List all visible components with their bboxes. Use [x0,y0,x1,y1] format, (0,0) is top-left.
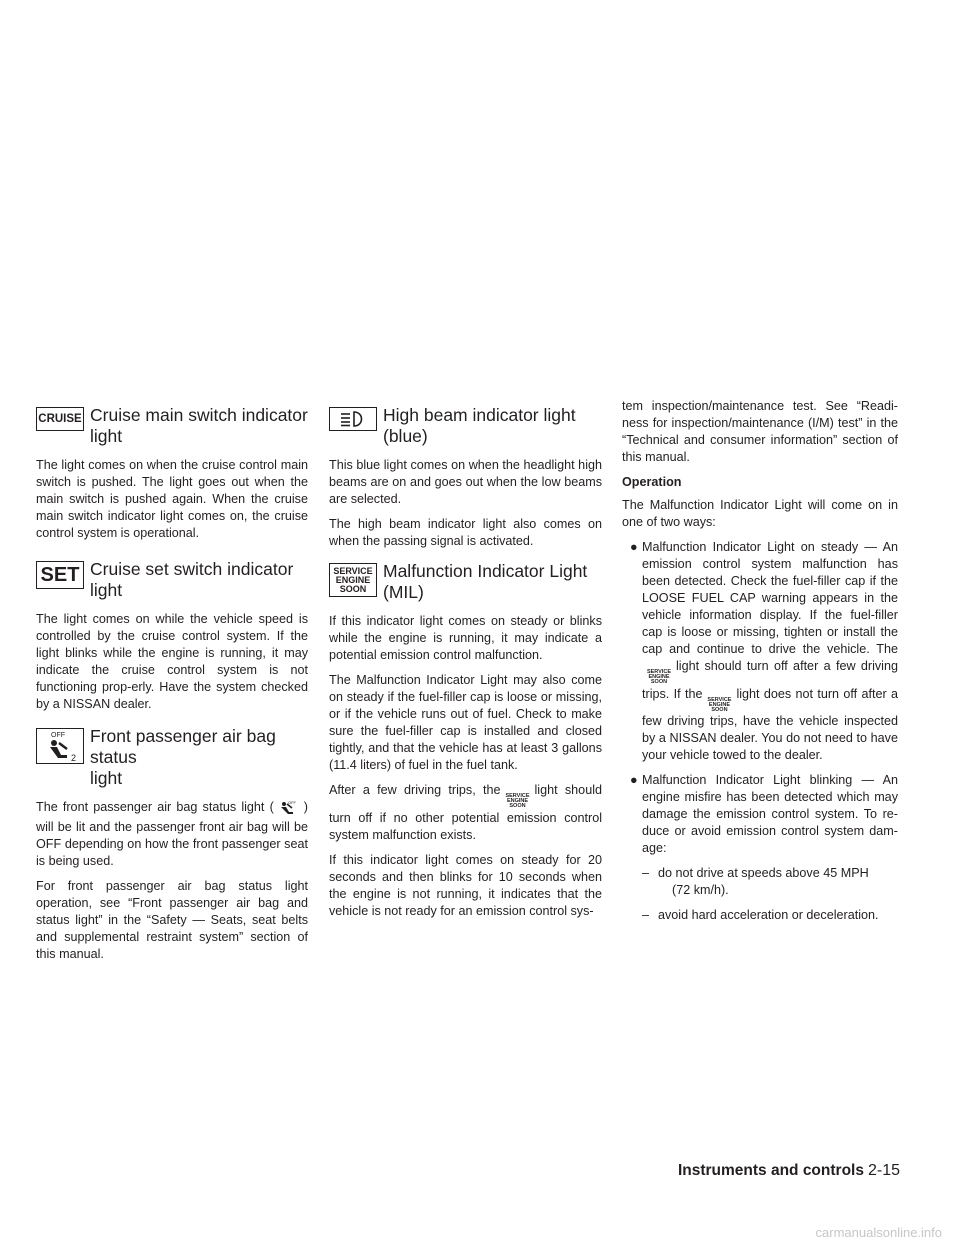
cruise-main-title: Cruise main switch indicator [90,405,308,425]
mil-heading: SERVICE ENGINE SOON Malfunction Indicator Light (MIL) [329,558,602,603]
airbag-title: Front passenger air bag status [90,726,276,767]
set-icon: SET [36,561,84,589]
cruise-main-body: The light comes on when the cruise control main switch is pushed. The light goes out when the main switch is pushed again. When the cruise main switch indicator light comes on, the cruise control system is operational. [36,458,308,540]
column-2 [329,402,602,928]
service-engine-soon-inline-icon: SERVICE ENGINE SOON [505,793,530,810]
mil-body-4: If this indicator light comes on steady for 20 seconds and then blinks for 10 seconds when the engine is not running, it indicates that the vehicle is not ready for an emission control sys- [329,852,602,918]
airbag-body-2: For front passenger air bag status light operation, see “Front passenger air bag and status light” in the “Safety — Seats, seat belts and supplemental restraint system” section of this manual. [36,879,308,961]
airbag-status-icon [36,728,84,768]
high-beam-title: High beam indicator light [383,405,576,425]
service-engine-soon-icon: SERVICE ENGINE SOON [329,563,377,597]
list-item: ● Malfunction Indicator Light on steady — An emission control system malfunction has been detected. Check the fuel-filler cap if the LOOSE FUEL CAP warning appears in the vehicle information display. If the fuel-filler cap is loose or missing, tighten or install the cap and continue to drive the vehicle. The SERVICE ENGINE SOON light should turn off after a few driving trips. If the SERVICE ENGINE SOON light does not turn off after a few driving trips, have the vehicle inspected by a NISSAN dealer. You do not need to have your vehicle towed to the dealer. [630,540,899,763]
section-title: Instruments and controls [677,1162,864,1179]
cruise-main-heading: CRUISE Cruise main switch indicator light [36,402,308,447]
high-beam-heading: High beam indicator light (blue) [329,402,602,447]
high-beam-body-1: This blue light comes on when the headlight high beams are on and goes out when the low beams are selected. [329,458,602,506]
operation-intro: The Malfunction Indicator Light will come on in one of two ways: [622,498,898,529]
list-item: – avoid hard acceleration or deceleration. [642,908,879,923]
column-3 [622,398,898,932]
mil-body-2: The Malfunction Indicator Light may also come on steady if the fuel-filler cap is loose or missing, or if the vehicle runs out of fuel. Check to make sure the fuel-filler cap is installed and closed tightly, and that the vehicle has at least 3 gallons (11.4 liters) of fuel in the fuel tank. [329,673,602,772]
svg-text:2: 2 [71,753,77,763]
svg-text:OFF: OFF [51,732,65,739]
cruise-set-body: The light comes on while the vehicle speed is controlled by the cruise control system. If the light blinks while the engine is running, it may indicate the cruise control system is not functioning prop-erly. Have the system checked by a NISSAN dealer. [36,612,308,711]
page-footer [650,1161,900,1181]
mil-continuation: tem inspection/maintenance test. See “Readi-ness for inspection/maintenance (I/M) test” in the “Technical and consumer information” section of this manual. [622,399,898,464]
operation-heading: Operation [622,475,682,489]
high-beam-body-2: The high beam indicator light also comes on when the passing signal is activated. [329,517,602,548]
cruise-set-heading: SET Cruise set switch indicator light [36,556,308,601]
cruise-set-title: Cruise set switch indicator [90,559,294,579]
service-engine-soon-inline-icon: SERVICE ENGINE SOON [646,669,672,686]
mil-title: Malfunction Indicator Light [383,561,588,581]
svg-text:OFF: OFF [287,800,296,805]
list-item: – do not drive at speeds above 45 MPH (72 km/h). [642,866,869,898]
high-beam-icon [329,407,377,431]
column-1 [36,402,308,971]
list-item: ● Malfunction Indicator Light blinking — An engine misfire has been detected which may damage the emission control system. To re-duce or avoid emission control system dam-age: [630,773,898,856]
watermark: carmanualsonline.info [815,1225,942,1240]
cruise-icon: CRUISE [36,407,84,431]
mil-body-1: If this indicator light comes on steady or blinks while the engine is running, it may indicate a potential emission control malfunction. [329,614,602,662]
airbag-body-1: The front passenger air bag status light ( OFF ) will be lit and the passenger front air bag will be OFF depending on how the front passenger seat is being used. [36,800,308,868]
airbag-heading: OFF 2 Front passenger air bag status light [36,723,308,789]
page-number: 2-15 [867,1162,900,1179]
service-engine-soon-inline-icon: SERVICE ENGINE SOON [707,696,732,714]
mil-body-3: After a few driving trips, the SERVICE ENGINE SOON light should turn off if no other potential emission control system malfunction exists. [329,783,602,842]
airbag-inline-icon [278,799,300,819]
